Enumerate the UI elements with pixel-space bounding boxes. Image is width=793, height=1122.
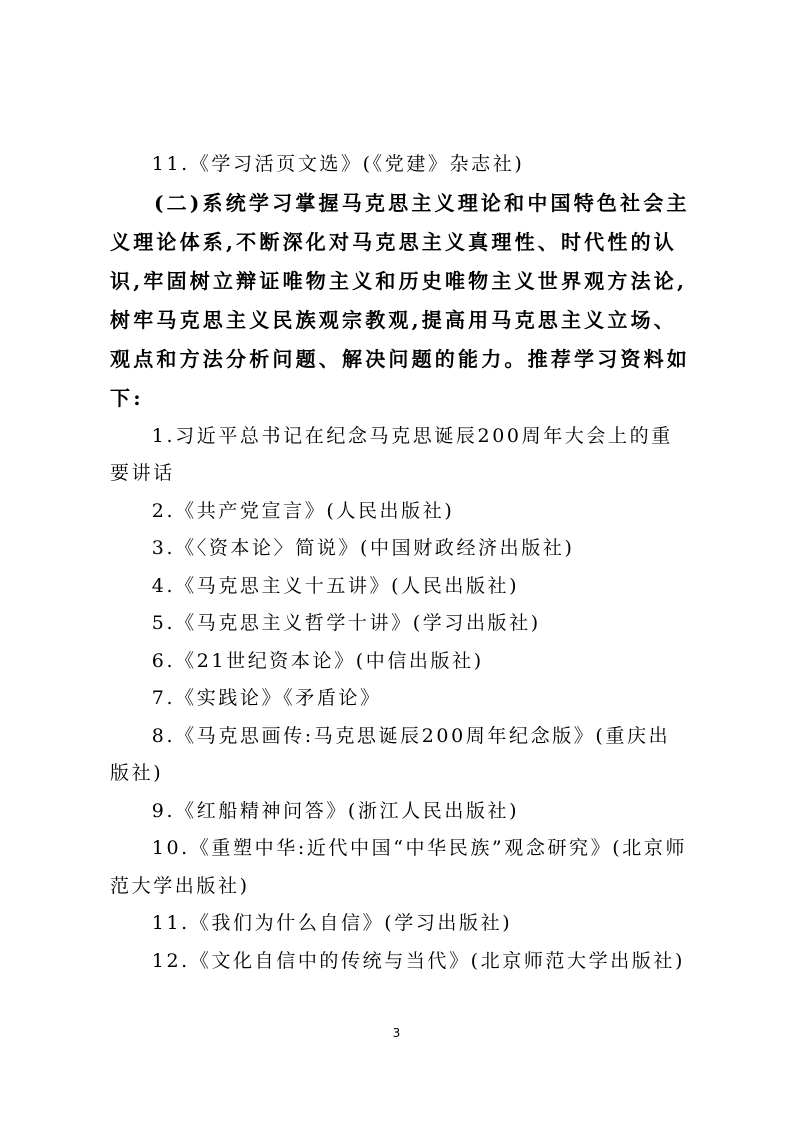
list-item: 2.《共产党宣言》(人民出版社) (151, 499, 455, 522)
list-item: 10.《重塑中华:近代中国“中华民族”观念研究》(北京师范大学出版社) (110, 837, 688, 897)
list-item: 11.《我们为什么自信》(学习出版社) (151, 912, 513, 934)
page-body (110, 146, 690, 980)
list-item: 7.《实践论》《矛盾论》 (151, 687, 382, 709)
list-item: 9.《红船精神问答》(浙江人民出版社) (151, 799, 520, 822)
list-item: 4.《马克思主义十五讲》(人民出版社) (151, 574, 520, 597)
section-heading-paragraph: (二)系统学习掌握马克思主义理论和中国特色社会主义理论体系,不断深化对马克思主义真理性、时代性的认识,牢固树立辩证唯物主义和历史唯物主义世界观方法论,树牢马克思主义民族观宗教观,提高用马克思主义立场、观点和方法分析问题、解决问题的能力。推荐学习资料如下: (110, 190, 690, 410)
list-item: 12.《文化自信中的传统与当代》(北京师范大学出版社) (151, 949, 686, 972)
list-item: 1.习近平总书记在纪念马克思诞辰200周年大会上的重要讲话 (110, 424, 673, 484)
list-item: 11.《学习活页文选》(《党建》杂志社) (151, 153, 525, 175)
list-item: 6.《21世纪资本论》(中信出版社) (151, 649, 484, 672)
list-item: 8.《马克思画传:马克思诞辰200周年纪念版》(重庆出版社) (110, 724, 671, 784)
list-item: 5.《马克思主义哲学十讲》(学习出版社) (151, 612, 541, 634)
list-item: 3.《〈资本论〉简说》(中国财政经济出版社) (151, 537, 575, 559)
page-number: 3 (392, 1026, 401, 1040)
